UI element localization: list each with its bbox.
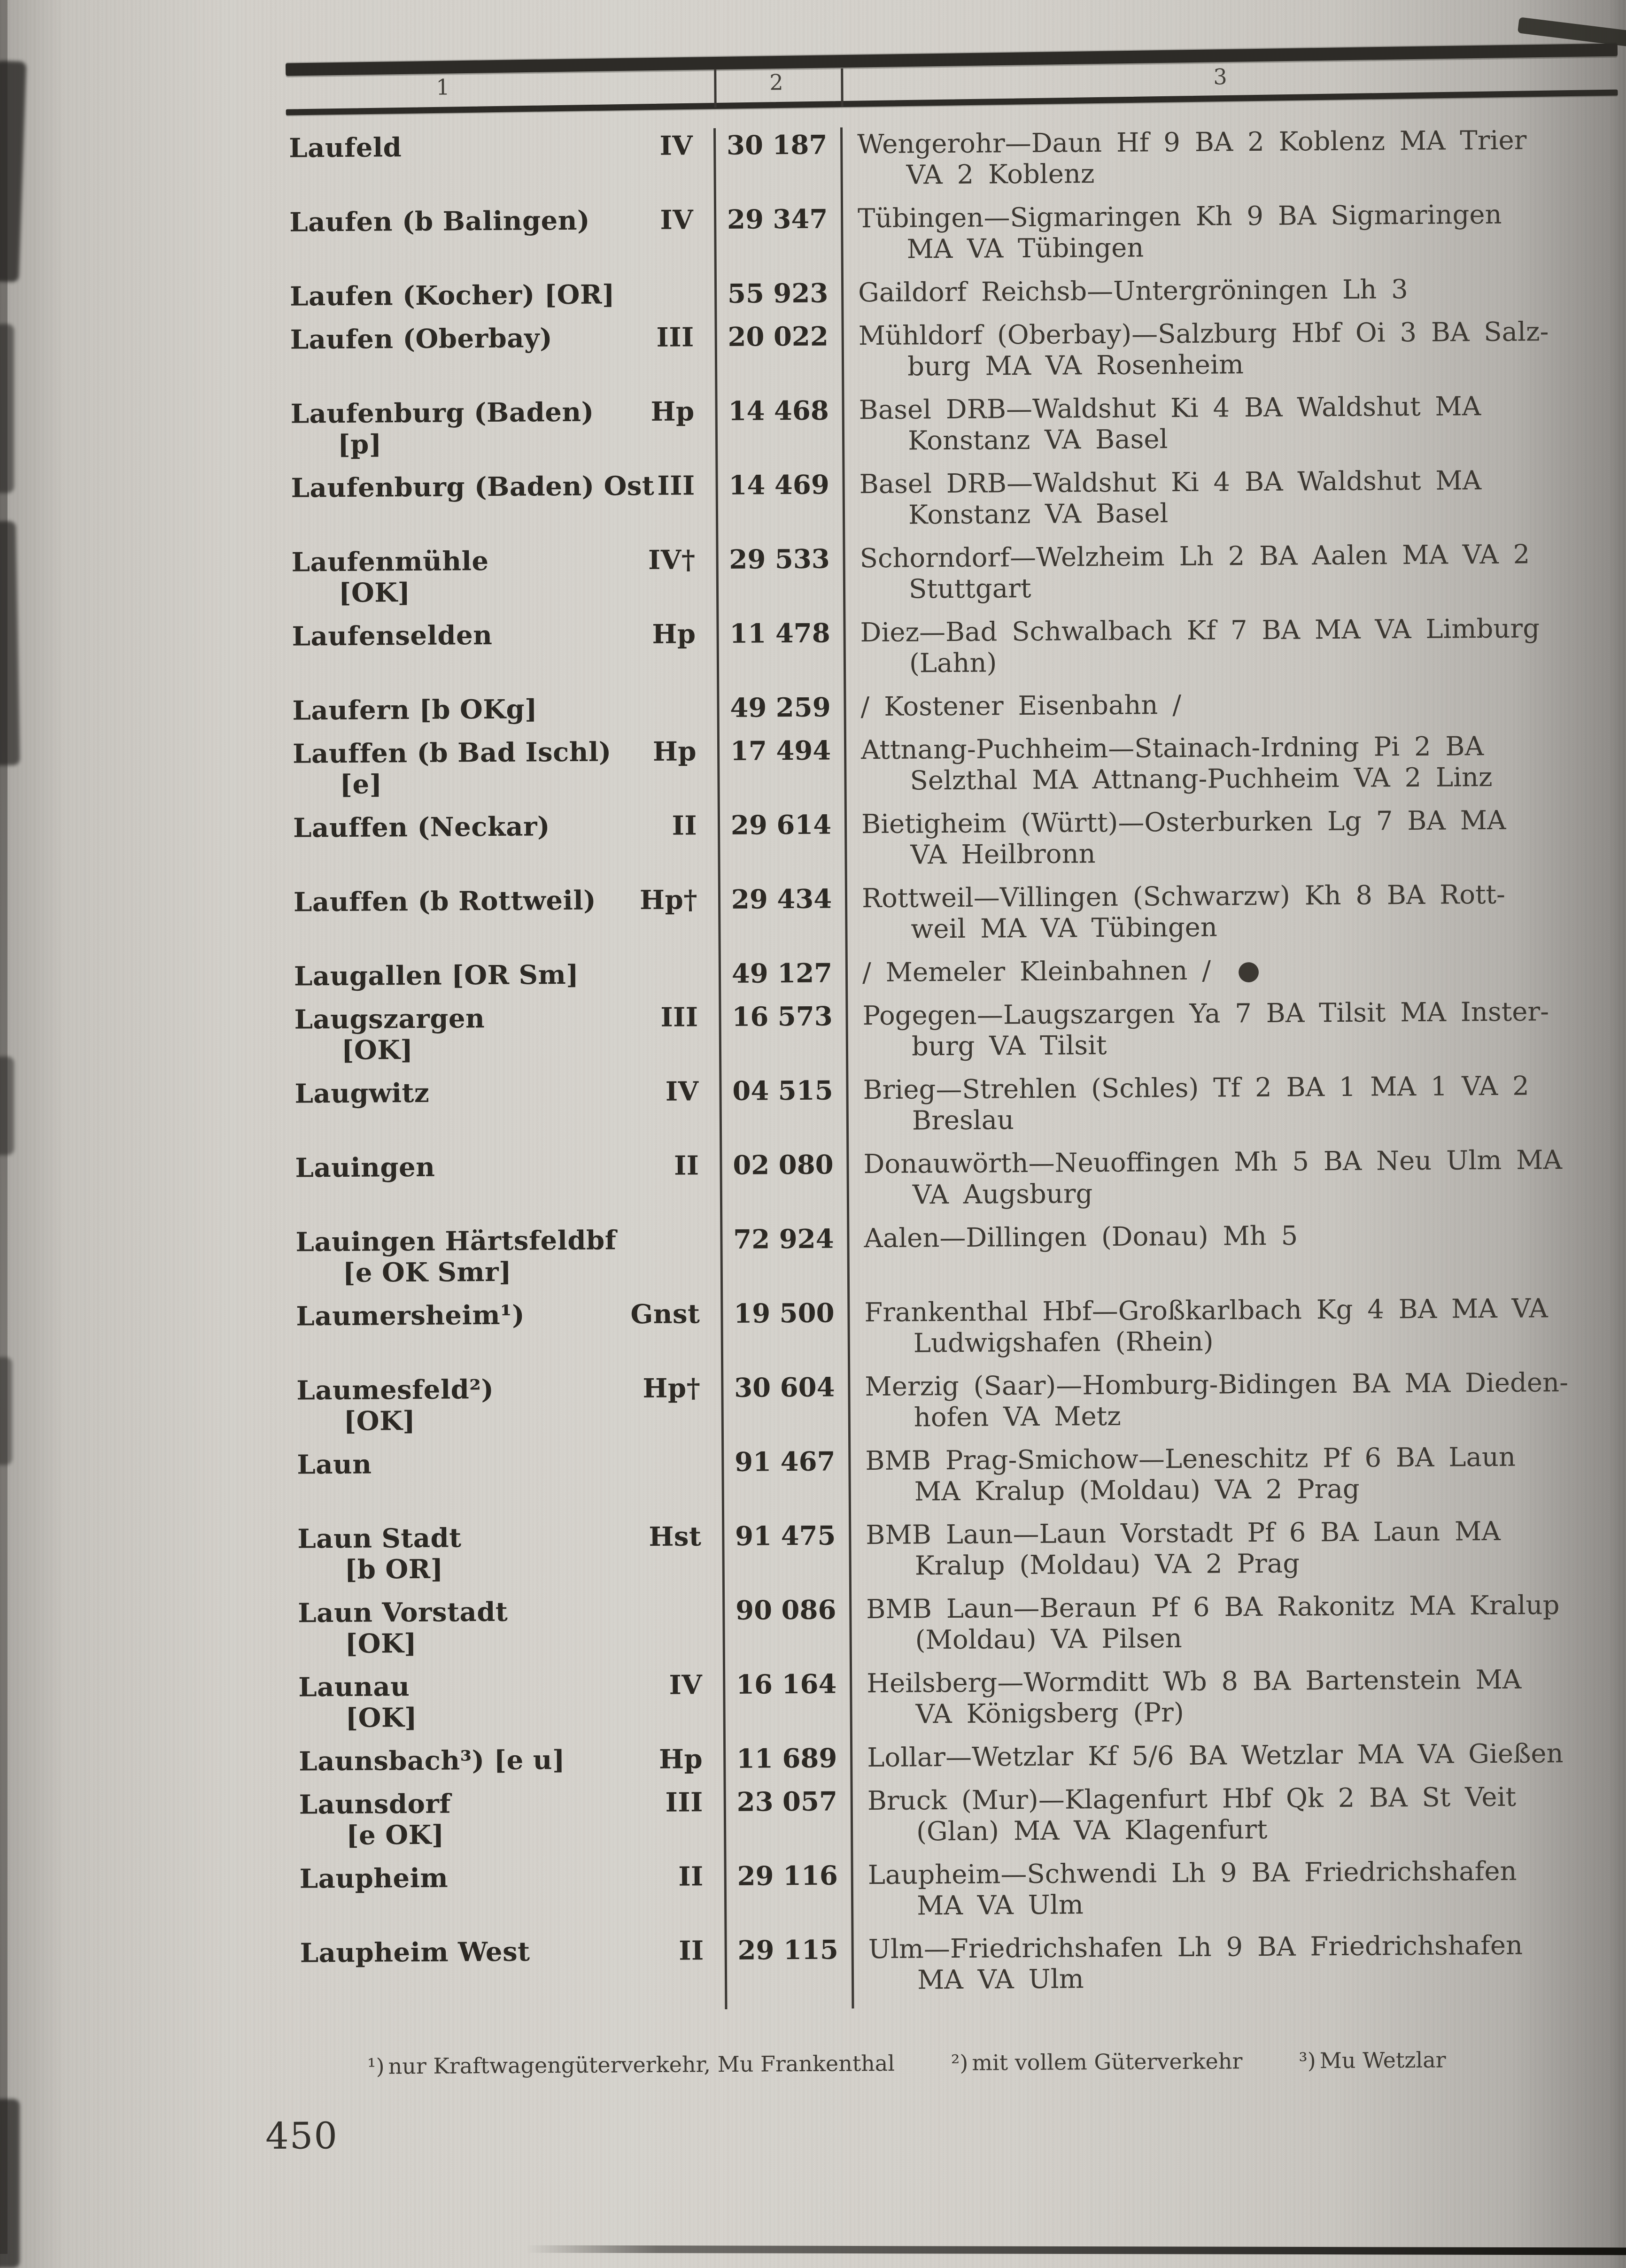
table-row: [296, 1781, 1626, 1851]
table-row: [288, 390, 1621, 460]
station-name-suffix: [OK]: [345, 1628, 417, 1659]
station-number: 90 086: [735, 1594, 836, 1626]
station-number: 55 923: [727, 278, 828, 309]
route-cell: [846, 1144, 1626, 1211]
route-cell: [848, 1367, 1626, 1434]
station-name-suffix: [b OR]: [344, 1553, 443, 1585]
table-row: [287, 273, 1620, 312]
route-cell: [844, 804, 1624, 871]
footnote-3: ³) Mu Wetzlar: [1299, 2047, 1446, 2074]
table-row: [286, 199, 1620, 269]
station-class: II: [674, 1150, 699, 1181]
station-name: Launau: [298, 1671, 410, 1703]
route-cell: [845, 953, 1624, 988]
station-name: Laupheim West: [300, 1936, 530, 1969]
station-class: III: [660, 1002, 698, 1033]
route-line-2: (Moldau) VA Pilsen: [915, 1623, 1182, 1656]
page-number: 450: [265, 2115, 339, 2158]
route-line-2: MA Kralup (Moldau) VA 2 Prag: [914, 1473, 1360, 1507]
station-number: 29 116: [737, 1860, 838, 1892]
route-line-2: Konstanz VA Basel: [907, 424, 1168, 456]
station-class: Hp: [652, 618, 696, 650]
route-line-1: Bietigheim (Württ)—Osterburken Lg 7 BA MA: [861, 805, 1506, 840]
station-name-suffix: [e OK]: [346, 1819, 444, 1851]
route-cell: [851, 1855, 1626, 1922]
route-cell: [846, 1070, 1625, 1137]
station-name-cell: [291, 1002, 719, 1066]
station-name-cell: [293, 1298, 721, 1363]
station-class: III: [656, 322, 694, 353]
station-name: Lauffen (Neckar): [293, 811, 550, 844]
station-name-cell: [290, 736, 718, 801]
table-row: [288, 464, 1621, 534]
station-name-cell: [296, 1743, 723, 1777]
route-line-1: Frankenthal Hbf—Großkarlbach Kg 4 BA MA VA: [864, 1293, 1548, 1328]
route-line-1: Laupheim—Schwendi Lh 9 BA Friedrichshafen: [867, 1856, 1517, 1891]
table-row: [294, 1441, 1626, 1511]
table-row: [295, 1589, 1626, 1659]
station-name-suffix: [OK]: [338, 577, 410, 609]
route-line-1: BMB Laun—Beraun Pf 6 BA Rakonitz MA Kralup: [866, 1590, 1560, 1625]
station-class: Hp: [652, 736, 697, 767]
station-number: 29 434: [731, 883, 832, 915]
table-row: [291, 996, 1625, 1066]
station-name-cell: [292, 1150, 720, 1215]
route-cell: [850, 1664, 1626, 1730]
station-number: 16 573: [732, 1001, 833, 1033]
route-line-2: Selzthal MA Attnang-Puchheim VA 2 Linz: [910, 762, 1493, 796]
route-line-2: VA 2 Koblenz: [906, 159, 1095, 191]
route-line-2: VA Königsberg (Pr): [915, 1697, 1184, 1730]
table-row: [290, 804, 1624, 874]
station-name-suffix: [OK]: [341, 1034, 413, 1066]
station-name-cell: [290, 810, 718, 875]
station-name-cell: [286, 204, 714, 269]
route-line-1: Heilsberg—Wormditt Wb 8 BA Bartenstein MA: [867, 1664, 1522, 1699]
station-name: Laumersheim¹): [296, 1299, 525, 1332]
station-name: Laufen (Kocher) [OR]: [289, 279, 615, 312]
station-number: 91 475: [735, 1520, 836, 1552]
table-row: [291, 953, 1624, 992]
table-row: [292, 1144, 1626, 1214]
station-name: Laufern [b OKg]: [292, 694, 538, 726]
station-class: II: [672, 810, 697, 841]
footnote-1: ¹) nur Kraftwagengüterverkehr, Mu Frankenthal: [367, 2050, 895, 2079]
route-cell: [842, 316, 1621, 383]
station-name: Laugwitz: [294, 1077, 430, 1110]
column-header-3: 3: [1213, 64, 1227, 90]
route-cell: [841, 273, 1620, 309]
station-name: Laugallen [OR Sm]: [294, 959, 579, 992]
station-class: IV: [660, 204, 694, 236]
station-name-cell: [288, 470, 716, 535]
station-name: Launsbach³) [e u]: [299, 1744, 565, 1777]
route-line-1: / Kostener Eisenbahn /: [860, 690, 1182, 723]
table-row: [288, 539, 1622, 609]
station-class: III: [665, 1787, 703, 1818]
route-line-1: Donauwörth—Neuoffingen Mh 5 BA Neu Ulm MA: [863, 1145, 1563, 1180]
station-number: 91 467: [734, 1446, 836, 1478]
station-name: Launsdorf: [299, 1788, 451, 1821]
route-cell: [847, 1219, 1626, 1285]
station-class: IV: [659, 130, 693, 162]
station-class: Hst: [649, 1521, 702, 1552]
station-name-cell: [294, 1373, 721, 1437]
route-line-2: hofen VA Metz: [914, 1401, 1121, 1433]
route-line-2: Ludwigshafen (Rhein): [913, 1326, 1214, 1359]
station-class: IV†: [648, 544, 696, 576]
table-row: [291, 879, 1624, 949]
column-header-2: 2: [769, 69, 783, 95]
route-line-1: Bruck (Mur)—Klagenfurt Hbf Qk 2 BA St Veit: [867, 1782, 1517, 1817]
route-cell: [840, 124, 1619, 191]
station-number: 02 080: [733, 1149, 834, 1181]
route-cell: [852, 1929, 1626, 1996]
station-name-cell: [297, 1935, 725, 2000]
route-line-1: BMB Prag-Smichow—Leneschitz Pf 6 BA Laun: [865, 1442, 1516, 1477]
footnotes: [367, 2047, 1518, 2079]
route-line-1: Pogegen—Laugszargen Ya 7 BA Tilsit MA Inster-: [862, 996, 1549, 1032]
route-cell: [848, 1441, 1626, 1508]
station-class: IV: [669, 1669, 703, 1701]
table-row: [294, 1367, 1626, 1437]
station-directory-table: [286, 44, 1626, 2012]
route-line-1: Rottweil—Villingen (Schwarzw) Kh 8 BA Rott-: [861, 879, 1506, 914]
station-class: Hp: [658, 1743, 703, 1775]
route-line-2: burg VA Tilsit: [911, 1030, 1107, 1062]
station-class: II: [679, 1935, 704, 1967]
station-number: 17 494: [730, 735, 831, 767]
route-line-2: burg MA VA Rosenheim: [907, 349, 1244, 382]
route-line-1: Gaildorf Reichsb—Untergröningen Lh 3: [858, 274, 1408, 309]
station-number: 29 533: [729, 543, 830, 575]
station-name-cell: [289, 618, 717, 683]
station-name: Laufenmühle: [291, 546, 489, 578]
route-cell: [843, 613, 1622, 679]
station-name-suffix: [OK]: [345, 1702, 418, 1734]
station-name: Laun Vorstadt: [298, 1596, 508, 1629]
route-line-2: VA Augsburg: [912, 1179, 1093, 1211]
station-name-cell: [295, 1595, 723, 1660]
station-number: 16 164: [736, 1668, 837, 1700]
station-number: 23 057: [736, 1786, 838, 1818]
station-name-cell: [291, 958, 719, 992]
station-number: 49 127: [731, 957, 833, 989]
station-class: II: [678, 1861, 704, 1892]
route-line-1: Attnang-Puchheim—Stainach-Irdning Pi 2 BA: [860, 731, 1484, 766]
table-row: [296, 1738, 1626, 1777]
route-line-2: VA Heilbronn: [910, 839, 1096, 871]
table-row: [287, 316, 1621, 386]
station-name: Laufen (b Balingen): [289, 205, 590, 238]
route-line-1: Brieg—Strehlen (Schles) Tf 2 BA 1 MA 1 VA 2: [863, 1071, 1530, 1106]
station-name-cell: [294, 1447, 722, 1512]
station-name-suffix: [OK]: [343, 1405, 416, 1437]
route-line-1: Basel DRB—Waldshut Ki 4 BA Waldshut MA: [859, 391, 1481, 426]
station-name: Laugszargen: [294, 1003, 485, 1035]
route-cell: [842, 464, 1621, 531]
route-line-1: Aalen—Dillingen (Donau) Mh 5: [864, 1220, 1298, 1254]
route-cell: [843, 539, 1622, 605]
station-number: 11 689: [736, 1743, 837, 1774]
station-name: Laun Stadt: [297, 1522, 462, 1555]
station-class: Hp†: [643, 1373, 701, 1404]
column-header-1: 1: [436, 74, 450, 100]
station-name-cell: [291, 884, 719, 949]
route-cell: [845, 879, 1624, 945]
station-number: 72 924: [733, 1223, 834, 1255]
route-cell: [844, 730, 1623, 797]
station-number: 20 022: [728, 321, 829, 353]
station-name-cell: [294, 1521, 722, 1586]
table-row: [295, 1664, 1626, 1734]
station-name-cell: [287, 278, 714, 312]
station-name-cell: [292, 1076, 720, 1141]
route-line-2: (Glan) MA VA Klagenfurt: [916, 1814, 1268, 1847]
station-name: Lauffen (b Rottweil): [293, 885, 596, 918]
table-row: [292, 1070, 1625, 1140]
station-name-cell: [297, 1861, 725, 1926]
station-number: 14 468: [728, 395, 829, 427]
station-name: Laupheim: [299, 1862, 449, 1895]
station-name-cell: [288, 396, 716, 461]
station-number: 49 259: [730, 692, 831, 724]
station-class: Hp†: [639, 884, 698, 916]
route-line-1: Merzig (Saar)—Homburg-Bidingen BA MA Dieden-: [865, 1367, 1569, 1403]
station-number: 29 614: [730, 809, 832, 841]
station-name: Laumesfeld²): [296, 1373, 494, 1406]
station-number: 29 115: [737, 1934, 839, 1966]
table-row: [293, 1219, 1626, 1288]
route-line-1: BMB Laun—Laun Vorstadt Pf 6 BA Laun MA: [866, 1516, 1501, 1551]
route-line-1: Diez—Bad Schwalbach Kf 7 BA MA VA Limburg: [860, 613, 1540, 648]
station-number: 04 515: [732, 1075, 833, 1107]
station-class: IV: [665, 1076, 699, 1107]
table-row: [293, 1293, 1626, 1363]
route-line-2: MA VA Ulm: [917, 1964, 1084, 1996]
station-class: Hp: [650, 396, 695, 427]
station-number: 30 604: [734, 1372, 835, 1404]
route-line-1: Mühldorf (Oberbay)—Salzburg Hbf Oi 3 BA Salz-: [858, 316, 1549, 352]
route-line-1: Ulm—Friedrichshafen Lh 9 BA Friedrichshafen: [868, 1930, 1523, 1965]
station-name-suffix: [e]: [340, 769, 382, 800]
station-name-cell: [287, 322, 715, 386]
station-name: Laun: [297, 1449, 372, 1481]
route-cell: [842, 390, 1621, 457]
station-number: 30 187: [726, 129, 828, 161]
table-row: [289, 613, 1622, 683]
route-line-2: Breslau: [912, 1105, 1014, 1136]
table-row: [289, 687, 1622, 726]
station-number: 14 469: [728, 469, 830, 501]
station-name: Laufenselden: [292, 619, 493, 652]
route-cell: [850, 1738, 1626, 1774]
route-line-2: Kralup (Moldau) VA 2 Prag: [914, 1548, 1300, 1581]
route-line-2: (Lahn): [909, 648, 997, 679]
table-row: [294, 1515, 1626, 1585]
route-line-1: Schorndorf—Welzheim Lh 2 BA Aalen MA VA 2: [859, 539, 1530, 574]
route-line-1: Tübingen—Sigmaringen Kh 9 BA Sigmaringen: [857, 199, 1502, 234]
station-name: Laufen (Oberbay): [290, 323, 553, 355]
footnote-2: ²) mit vollem Güterverkehr: [951, 2048, 1243, 2076]
station-name: Laufenburg (Baden) Ost: [291, 470, 655, 504]
station-name: Laufeld: [289, 132, 402, 164]
route-line-1: Basel DRB—Waldshut Ki 4 BA Waldshut MA: [859, 465, 1482, 500]
route-line-2: MA VA Tübingen: [906, 232, 1144, 265]
station-number: 19 500: [734, 1297, 835, 1329]
route-cell: [849, 1515, 1626, 1582]
station-name-cell: [293, 1224, 720, 1289]
route-cell: [847, 1293, 1626, 1359]
route-line-2: Stuttgart: [908, 573, 1031, 605]
station-number: 11 478: [729, 617, 830, 649]
table-row: [290, 730, 1623, 800]
route-line-1: / Memeler Kleinbahnen / ●: [862, 955, 1261, 988]
route-line-1: Wengerohr—Daun Hf 9 BA 2 Koblenz MA Trier: [857, 125, 1527, 160]
station-name-cell: [296, 1787, 724, 1851]
station-name: Lauingen Härtsfeldbf: [295, 1225, 617, 1258]
table-body: [286, 44, 1626, 1999]
route-line-2: MA VA Ulm: [916, 1890, 1084, 1921]
route-cell: [845, 996, 1625, 1063]
table-row: [297, 1929, 1626, 1999]
station-name-cell: [288, 544, 716, 609]
station-name-cell: [289, 693, 717, 726]
route-cell: [849, 1589, 1626, 1656]
station-name-suffix: [e OK Smr]: [342, 1256, 512, 1288]
route-line-2: weil MA VA Tübingen: [911, 912, 1218, 945]
station-name: Lauffen (b Bad Ischl): [292, 736, 612, 770]
table-row: [297, 1855, 1626, 1925]
station-class: Gnst: [630, 1298, 700, 1330]
route-line-1: Lollar—Wetzlar Kf 5/6 BA Wetzlar MA VA Gießen: [867, 1738, 1564, 1774]
station-name: Lauingen: [295, 1151, 435, 1184]
station-name-cell: [295, 1669, 723, 1734]
route-cell: [841, 199, 1620, 265]
station-number: 29 347: [727, 203, 828, 235]
route-cell: [851, 1781, 1626, 1848]
station-class: III: [657, 470, 695, 501]
route-line-2: Konstanz VA Basel: [908, 498, 1169, 531]
station-name-suffix: [p]: [337, 429, 382, 460]
station-name-cell: [286, 130, 714, 195]
station-name: Laufenburg (Baden): [290, 396, 594, 430]
route-cell: [844, 687, 1622, 723]
table-row: [286, 124, 1619, 194]
